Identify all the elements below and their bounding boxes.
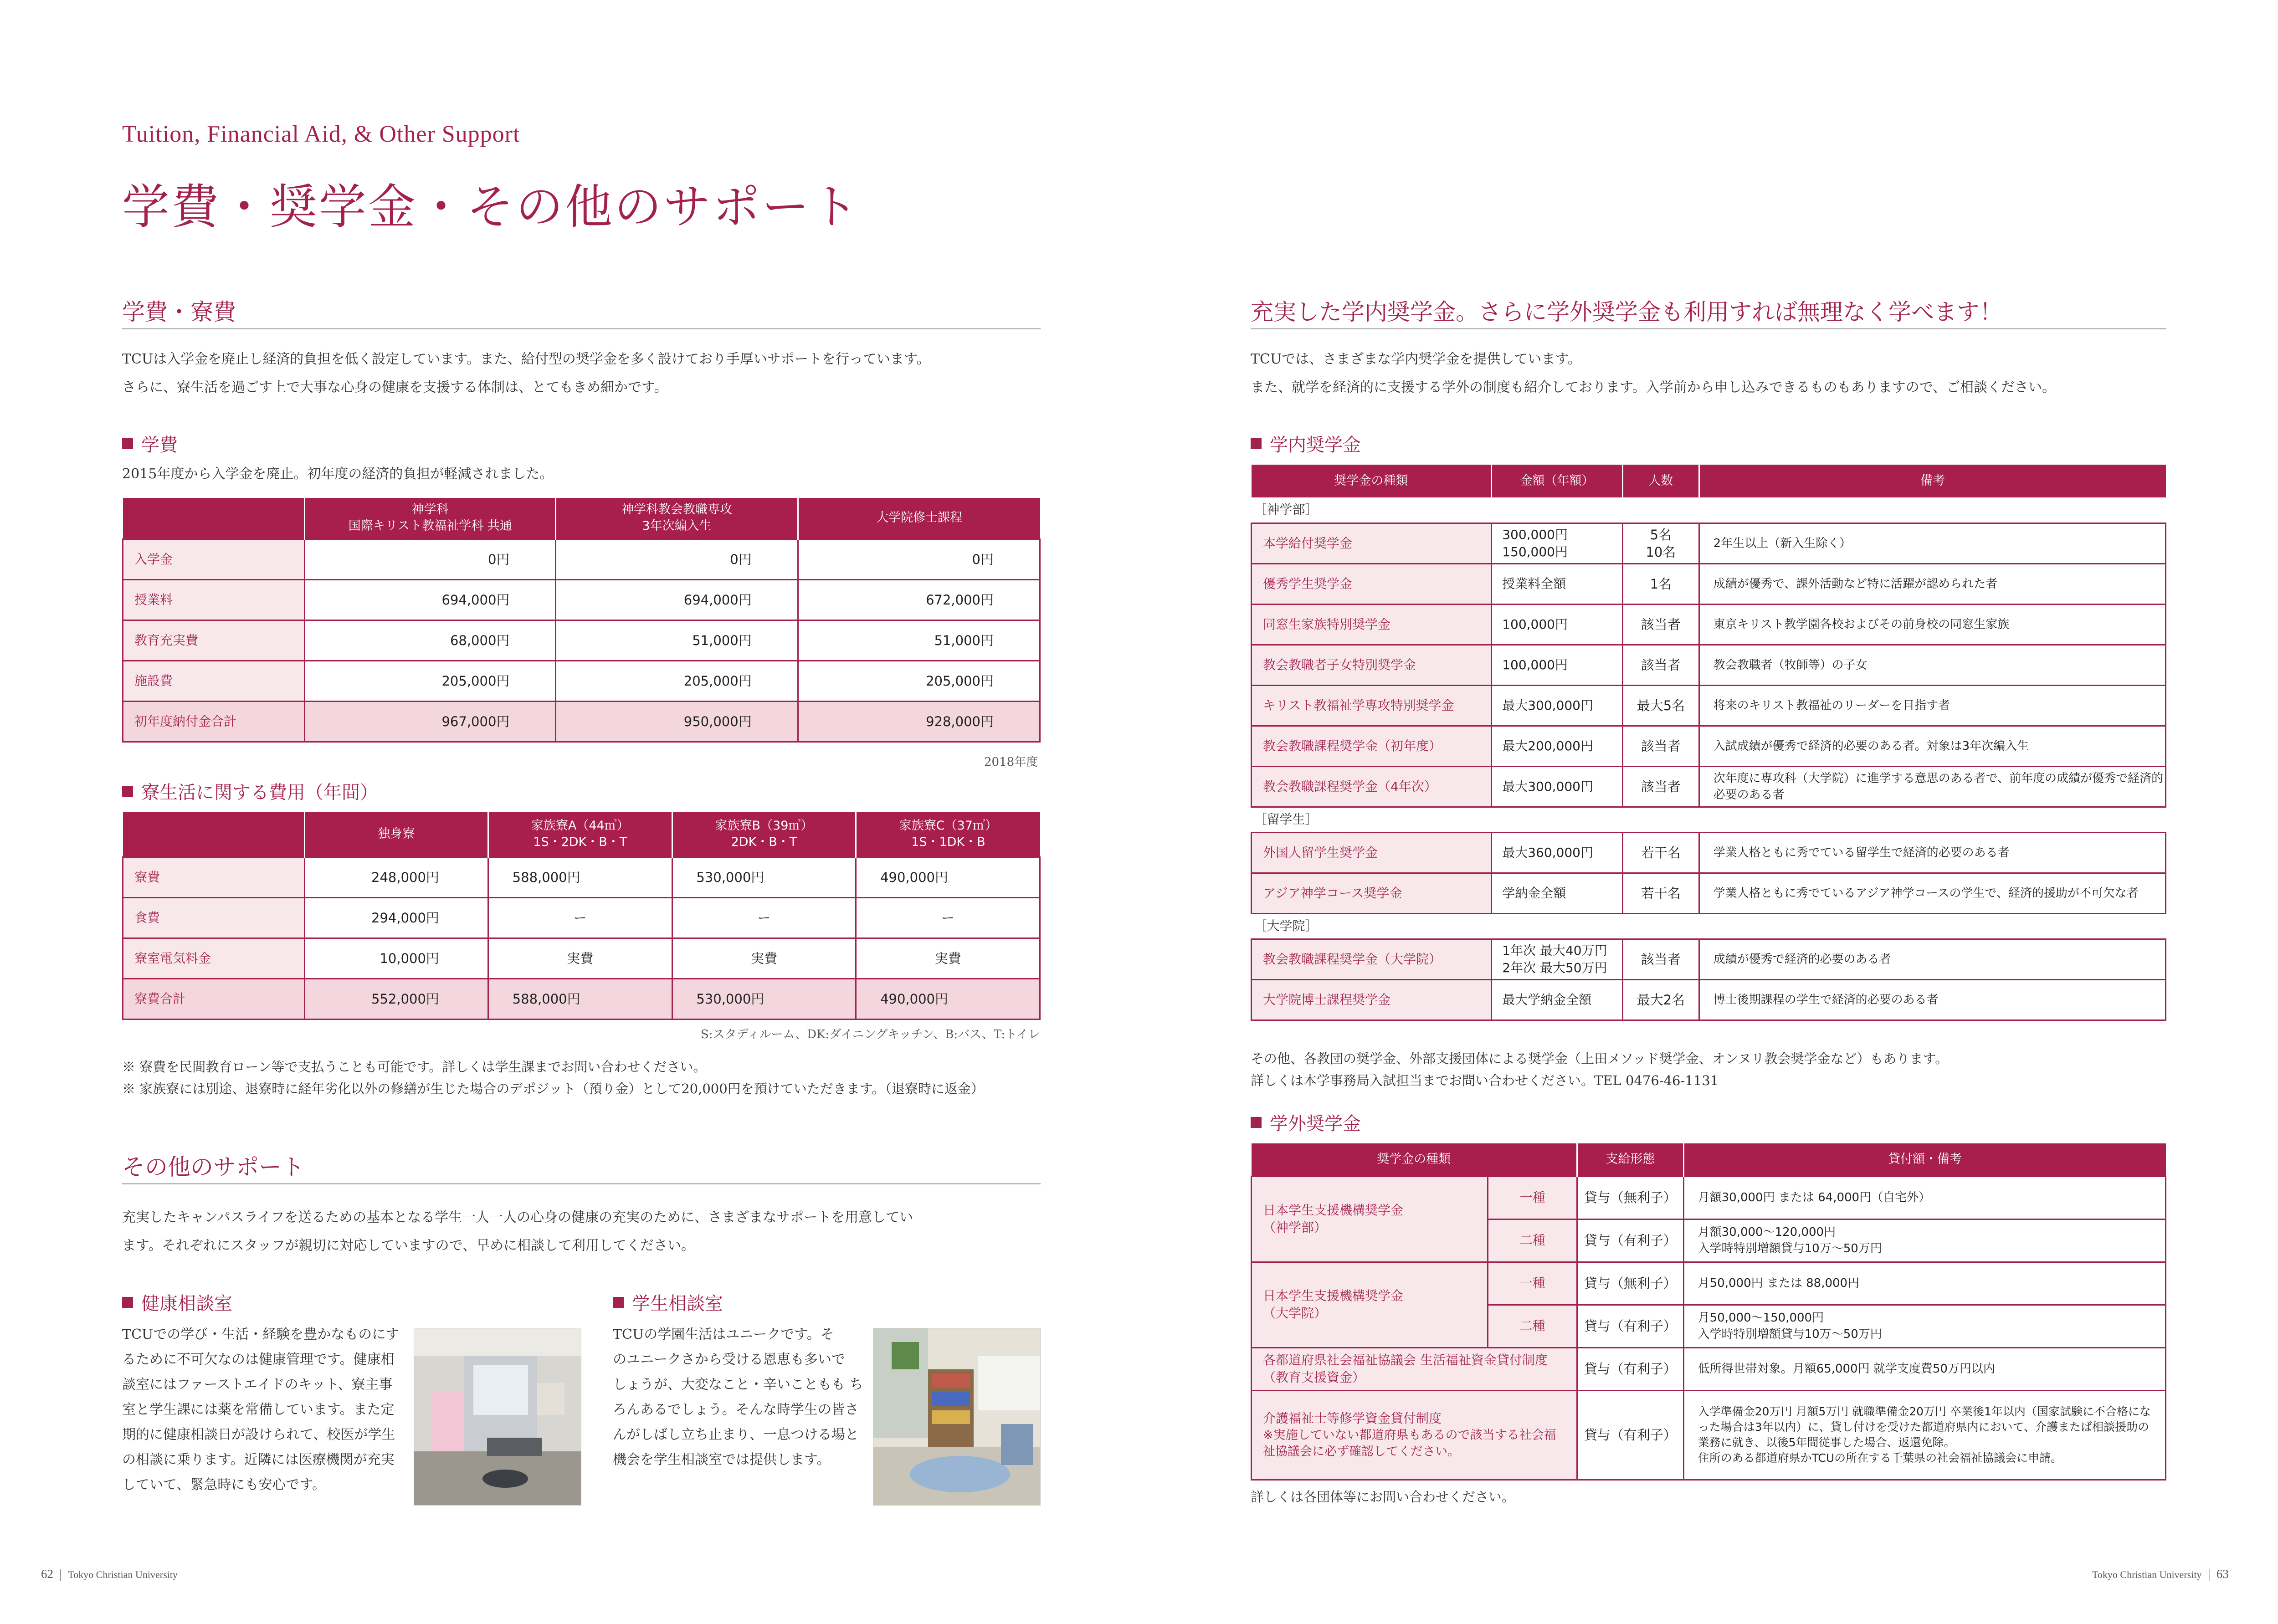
table-header: 独身寮	[304, 812, 488, 857]
group-label: ［留学生］	[1252, 807, 2166, 832]
table-cell: 大学院博士課程奨学金	[1252, 979, 1492, 1020]
table-header: 家族寮A（44㎡） 1S・2DK・B・T	[488, 812, 672, 857]
table-cell: 205,000円	[798, 661, 1040, 701]
table-cell: 月額30,000～120,000円 入学時特別増額貸与10万～50万円	[1683, 1219, 2165, 1262]
text-line: していて、緊急時にも安心です。	[122, 1477, 326, 1493]
counsel-room-photo	[873, 1328, 1041, 1506]
table-cell: 248,000円	[304, 857, 488, 897]
text-line: ろんあるでしょう。そんな時学生の皆さ	[613, 1402, 859, 1418]
table-cell: 貸与（有利子）	[1577, 1347, 1683, 1390]
table-cell: ー	[856, 897, 1040, 938]
table-cell: 該当者	[1622, 726, 1699, 766]
table-cell: 学納金全額	[1492, 873, 1623, 913]
table-cell: 授業料	[123, 579, 305, 620]
table-header: 大学院修士課程	[798, 498, 1040, 539]
square-bullet-icon	[613, 1297, 624, 1308]
table-cell: 2年生以上（新入生除く）	[1699, 523, 2165, 564]
text-line: るために不可欠なのは健康管理です。健康相	[122, 1352, 395, 1368]
text-line: TCUでの学び・生活・経験を豊かなものにす	[122, 1327, 400, 1342]
footer-right: Tokyo Christian University | 63	[2092, 1567, 2229, 1581]
table-row	[1252, 766, 2166, 807]
table-cell: 51,000円	[798, 620, 1040, 661]
table-cell: 5名 10名	[1622, 523, 1699, 564]
table-cell: 本学給付奨学金	[1252, 523, 1492, 564]
table-cell: 300,000円 150,000円	[1492, 523, 1623, 564]
table-cell: 0円	[798, 539, 1040, 579]
table-cell: 将来のキリスト教福祉のリーダーを目指す者	[1699, 685, 2165, 726]
table-cell: 実費	[488, 938, 672, 978]
table-header: 人数	[1622, 465, 1699, 497]
table-cell: 実費	[856, 938, 1040, 978]
group-label-row	[1252, 497, 2166, 523]
tuition-heading: 学費	[122, 430, 178, 456]
table-cell: 最大300,000円	[1492, 685, 1623, 726]
table-row	[123, 661, 1040, 701]
table-cell: 該当者	[1622, 604, 1699, 645]
table-cell: 二種	[1488, 1219, 1577, 1262]
table-cell: 最大2名	[1622, 979, 1699, 1020]
tuition-table	[122, 498, 1041, 743]
table-cell: 東京キリスト教学園各校およびその前身校の同窓生家族	[1699, 604, 2165, 645]
table-header: 家族寮B（39㎡） 2DK・B・T	[672, 812, 856, 857]
table-cell: 低所得世帯対象。月額65,000円 就学支度費50万円以内	[1683, 1347, 2165, 1390]
table-cell: 若干名	[1622, 832, 1699, 873]
table-cell: ー	[672, 897, 856, 938]
table-cell: 100,000円	[1492, 645, 1623, 685]
support-intro: 充実したキャンパスライフを送るための基本となる学生一人一人の心身の健康の充実のために、さまざまなサポートを用意してい ます。それぞれにスタッフが親切に対応していますので、早めに相談して利用してください。	[122, 1209, 913, 1254]
group-label: ［大学院］	[1252, 913, 2166, 939]
section-tuition-dorm-heading: 学費・寮費	[122, 299, 236, 325]
table-row	[123, 539, 1040, 579]
table-cell: 教会教職者（牧師等）の子女	[1699, 645, 2165, 685]
square-bullet-icon	[1251, 438, 1262, 449]
table-cell: キリスト教福祉学専攻特別奨学金	[1252, 685, 1492, 726]
table-cell: 日本学生支援機構奨学金 （神学部）	[1252, 1176, 1488, 1262]
section-rule	[122, 328, 1041, 329]
table-row	[1252, 685, 2166, 726]
table-row	[123, 897, 1040, 938]
table-cell: 教会教職課程奨学金（初年度）	[1252, 726, 1492, 766]
tuition-note: 2015年度から入学金を廃止。初年度の経済的負担が軽減されました。	[122, 466, 554, 482]
table-cell: アジア神学コース奨学金	[1252, 873, 1492, 913]
table-cell: 967,000円	[305, 701, 556, 742]
square-bullet-icon	[1251, 1117, 1262, 1128]
table-cell: 成績が優秀で、課外活動など特に活躍が認められた者	[1699, 564, 2165, 604]
table-cell: 食費	[123, 897, 305, 938]
section-rule	[1251, 328, 2166, 329]
dorm-table	[122, 812, 1041, 1020]
table-cell: 10,000円	[304, 938, 488, 978]
scholarship-heading: 充実した学内奨学金。さらに学外奨学金も利用すれば無理なく学べます！	[1251, 299, 2002, 325]
health-room-photo	[414, 1328, 581, 1506]
table-row	[123, 701, 1040, 742]
table-cell: 672,000円	[798, 579, 1040, 620]
table-cell: 日本学生支援機構奨学金 （大学院）	[1252, 1262, 1488, 1347]
table-cell: 最大学納金全額	[1492, 979, 1623, 1020]
square-bullet-icon	[122, 438, 133, 449]
table-row	[1252, 1347, 2166, 1390]
external-heading: 学外奨学金	[1251, 1109, 1361, 1135]
table-cell: 優秀学生奨学金	[1252, 564, 1492, 604]
square-bullet-icon	[122, 786, 133, 797]
care-warning: ※実施していない都道府県もあるので該当する社会福祉協議会に必ず確認してください。	[1263, 1428, 1556, 1459]
table-cell: 二種	[1488, 1305, 1577, 1347]
table-cell: 貸与（無利子）	[1577, 1176, 1683, 1219]
table-cell: 月額30,000円 または 64,000円（自宅外）	[1683, 1176, 2165, 1219]
table-cell: 0円	[556, 539, 798, 579]
external-scholarship-table	[1251, 1143, 2166, 1481]
group-label: ［神学部］	[1252, 497, 2166, 523]
table-cell: 寮費合計	[123, 978, 305, 1019]
table-cell: 学業人格ともに秀でているアジア神学コースの学生で、経済的援助が不可欠な者	[1699, 873, 2165, 913]
group-label-row	[1252, 807, 2166, 832]
table-header: 金額（年額）	[1492, 465, 1623, 497]
text-line: の相談に乗ります。近隣には医療機関が充実	[122, 1452, 395, 1468]
section-intro: TCUは入学金を廃止し経済的負担を低く設定しています。また、給付型の奨学金を多く設けており手厚いサポートを行っています。 さらに、寮生活を過ごす上で大事な心身の健康を支援する体制は、とてもきめ細かです。	[122, 351, 930, 395]
footer-left: 62 | Tokyo Christian University	[41, 1567, 178, 1581]
text-line: 談室にはファーストエイドのキット、寮主事	[122, 1377, 393, 1393]
title-jp: 学費・奨学金・その他のサポート	[122, 179, 861, 235]
table-cell: 成績が優秀で経済的必要のある者	[1699, 939, 2165, 979]
table-row	[123, 938, 1040, 978]
dorm-heading: 寮生活に関する費用（年間）	[122, 778, 378, 804]
table-cell: 該当者	[1622, 766, 1699, 807]
table-cell: 最大5名	[1622, 685, 1699, 726]
table-cell: 学業人格ともに秀でている留学生で経済的必要のある者	[1699, 832, 2165, 873]
table-header: 神学科教会教職専攻 3年次編入生	[556, 498, 798, 539]
table-cell: 68,000円	[305, 620, 556, 661]
table-cell: 教育充実費	[123, 620, 305, 661]
table-cell: 教会教職者子女特別奨学金	[1252, 645, 1492, 685]
table-cell: 該当者	[1622, 645, 1699, 685]
table-row	[1252, 939, 2166, 979]
table-cell: 一種	[1488, 1262, 1577, 1305]
text-line: 室と学生課には薬を常備しています。また定	[122, 1402, 395, 1418]
table-cell: 490,000円	[856, 978, 1040, 1019]
internal-scholarship-table	[1251, 465, 2166, 1021]
table-header: 備考	[1699, 465, 2165, 497]
table-cell: 1名	[1622, 564, 1699, 604]
table-cell: 月50,000円 または 88,000円	[1683, 1262, 2165, 1305]
table-row	[1252, 873, 2166, 913]
table-cell: 588,000円	[488, 857, 672, 897]
section-rule	[122, 1183, 1041, 1184]
table-cell: 寮室電気料金	[123, 938, 305, 978]
table-header	[123, 498, 305, 539]
dorm-legend: S:スタディルーム、DK:ダイニングキッチン、B:バス、T:トイレ	[701, 1028, 1040, 1041]
internal-notes: その他、各教団の奨学金、外部支援団体による奨学金（上田メソッド奨学金、オンヌリ教会奨学金など）もあります。 詳しくは本学事務局入試担当までお問い合わせください。TEL 0476-46-1131	[1251, 1051, 1949, 1088]
table-cell: 実費	[672, 938, 856, 978]
table-cell: 950,000円	[556, 701, 798, 742]
table-row	[123, 978, 1040, 1019]
table-cell: 入試成績が優秀で経済的必要のある者。対象は3年次編入生	[1699, 726, 2165, 766]
table-header: 家族寮C（37㎡） 1S・1DK・B	[856, 812, 1040, 857]
table-cell: 最大200,000円	[1492, 726, 1623, 766]
table-cell: 該当者	[1622, 939, 1699, 979]
table-cell: 貸与（有利子）	[1577, 1390, 1683, 1480]
scholarship-intro: TCUでは、さまざまな学内奨学金を提供しています。 また、就学を経済的に支援する学外の制度も紹介しております。入学前から申し込みできるものもありますので、ご相談ください。	[1251, 351, 2056, 395]
support-heading: その他のサポート	[122, 1154, 304, 1180]
table-row	[1252, 1390, 2166, 1480]
table-row	[123, 620, 1040, 661]
ext-header-type: 奨学金の種類	[1252, 1143, 1577, 1176]
text-line: のユニークさから受ける恩恵も多いで	[613, 1352, 845, 1368]
table-cell: 一種	[1488, 1176, 1577, 1219]
counsel-heading: 学生相談室	[613, 1289, 723, 1315]
table-cell: 最大300,000円	[1492, 766, 1623, 807]
ext-header-form: 支給形態	[1577, 1143, 1683, 1176]
table-row	[1252, 832, 2166, 873]
health-text	[122, 1322, 409, 1497]
table-cell: 588,000円	[488, 978, 672, 1019]
table-cell: 294,000円	[304, 897, 488, 938]
table-row	[1252, 1176, 2166, 1219]
table-row	[1252, 979, 2166, 1020]
table-cell: 貸与（無利子）	[1577, 1262, 1683, 1305]
text-line: んがしばし立ち止まり、一息つける場と	[613, 1427, 859, 1443]
table-cell: 貸与（有利子）	[1577, 1305, 1683, 1347]
text-line: 機会を学生相談室では提供します。	[613, 1452, 831, 1468]
table-row	[123, 857, 1040, 897]
table-cell: 月50,000～150,000円 入学時特別増額貸与10万～50万円	[1683, 1305, 2165, 1347]
table-row	[1252, 1262, 2166, 1305]
table-row	[1252, 564, 2166, 604]
table-cell: 寮費	[123, 857, 305, 897]
table-cell: 490,000円	[856, 857, 1040, 897]
internal-heading: 学内奨学金	[1251, 430, 1361, 456]
table-row	[1252, 645, 2166, 685]
table-cell: 授業料全額	[1492, 564, 1623, 604]
health-heading: 健康相談室	[122, 1289, 232, 1315]
table-cell	[1252, 1390, 1577, 1480]
table-cell: 694,000円	[305, 579, 556, 620]
table-cell: 205,000円	[305, 661, 556, 701]
counsel-text	[613, 1322, 868, 1472]
table-cell: 1年次 最大40万円 2年次 最大50万円	[1492, 939, 1623, 979]
table-row	[1252, 726, 2166, 766]
table-cell: 同窓生家族特別奨学金	[1252, 604, 1492, 645]
table-header: 奨学金の種類	[1252, 465, 1492, 497]
square-bullet-icon	[122, 1297, 133, 1308]
text-line: TCUの学園生活はユニークです。そ	[613, 1327, 834, 1342]
table-header: 神学科 国際キリスト教福祉学科 共通	[305, 498, 556, 539]
table-cell: 205,000円	[556, 661, 798, 701]
table-cell: 各都道府県社会福祉協議会 生活福祉資金貸付制度 （教育支援資金）	[1252, 1347, 1577, 1390]
table-cell: 若干名	[1622, 873, 1699, 913]
table-cell: 0円	[305, 539, 556, 579]
ext-header-note: 貸付額・備考	[1683, 1143, 2165, 1176]
text-line: 期的に健康相談日が設けられて、校医が学生	[122, 1427, 395, 1443]
table-cell: 次年度に専攻科（大学院）に進学する意思のある者で、前年度の成績が優秀で経済的必要のある者	[1699, 766, 2165, 807]
care-name: 介護福祉士等修学資金貸付制度	[1263, 1411, 1442, 1426]
table-cell: 530,000円	[672, 978, 856, 1019]
table-cell: 外国人留学生奨学金	[1252, 832, 1492, 873]
table-cell: 最大360,000円	[1492, 832, 1623, 873]
text-line: しょうが、大変なこと・辛いこともも ち	[613, 1377, 863, 1393]
table-cell: 入学準備金20万円 月額5万円 就職準備金20万円 卒業後1年以内（国家試験に不合格になった場合は3年以内）に、貸し付けを受けた都道府県内において、介護またば相談援助の業務に就き、以後5年間従事した場合、返還免除。 住所のある都道府県かTCUの所在する千葉県の社会福祉協議会に申請。	[1683, 1390, 2165, 1480]
table-cell: 入学金	[123, 539, 305, 579]
external-note: 詳しくは各団体等にお問い合わせください。	[1251, 1489, 1515, 1505]
table-cell: 貸与（有利子）	[1577, 1219, 1683, 1262]
table-cell: 552,000円	[304, 978, 488, 1019]
table-row	[123, 579, 1040, 620]
table-cell: 928,000円	[798, 701, 1040, 742]
table-row	[1252, 604, 2166, 645]
table-header	[123, 812, 305, 857]
table-cell: 施設費	[123, 661, 305, 701]
table-cell: 教会教職課程奨学金（大学院）	[1252, 939, 1492, 979]
table-cell: 初年度納付金合計	[123, 701, 305, 742]
dorm-notes: ※ 寮費を民間教育ローン等で支払うことも可能です。詳しくは学生課までお問い合わせください。 ※ 家族寮には別途、退寮時に経年劣化以外の修繕が生じた場合のデポジット（預り金）として20,000円を預けていただきます。（退寮時に返金）	[122, 1059, 984, 1096]
table-cell: 博士後期課程の学生で経済的必要のある者	[1699, 979, 2165, 1020]
group-label-row	[1252, 913, 2166, 939]
table-cell: ー	[488, 897, 672, 938]
year-note: 2018年度	[984, 755, 1038, 769]
table-row	[1252, 523, 2166, 564]
title-en: Tuition, Financial Aid, & Other Support	[122, 121, 520, 147]
table-cell: 694,000円	[556, 579, 798, 620]
table-cell: 51,000円	[556, 620, 798, 661]
table-cell: 100,000円	[1492, 604, 1623, 645]
table-cell: 教会教職課程奨学金（4年次）	[1252, 766, 1492, 807]
table-cell: 530,000円	[672, 857, 856, 897]
